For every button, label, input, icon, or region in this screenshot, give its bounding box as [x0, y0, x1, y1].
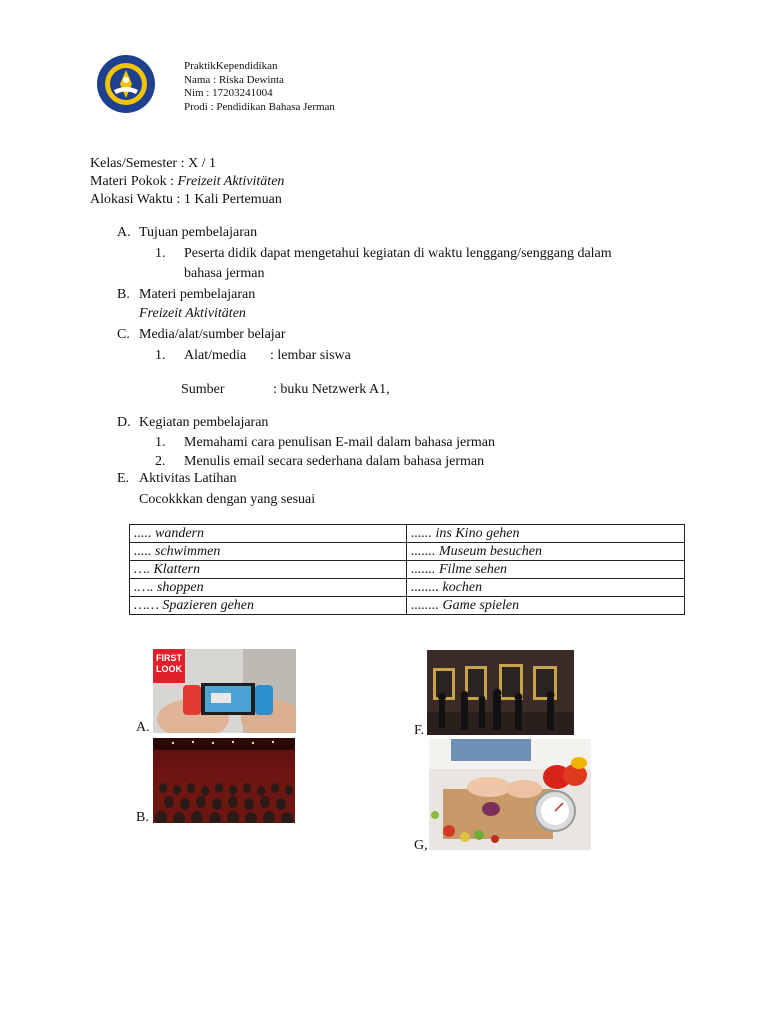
- section-c2-value: : buku Netzwerk A1,: [273, 382, 390, 397]
- section-c1-number: 1.: [155, 348, 166, 363]
- section-d-title: Kegiatan pembelajaran: [139, 415, 269, 430]
- table-row: [130, 579, 685, 597]
- table-row: [130, 543, 685, 561]
- meta-materi: [90, 173, 284, 191]
- table-cell-left: .…. shoppen: [130, 579, 407, 597]
- cooking-illustration: [429, 739, 591, 850]
- university-seal-logo: [96, 54, 156, 114]
- section-e-letter: E.: [117, 471, 130, 486]
- table-row: [130, 597, 685, 615]
- header-program: PraktikKependidikan: [184, 60, 278, 72]
- section-d2-text: Menulis email secara sederhana dalam bahasa jerman: [184, 454, 485, 469]
- cinema-illustration: [153, 738, 295, 823]
- section-b-value: Freizeit Aktivitäten: [139, 306, 246, 321]
- section-c2-label: Sumber: [181, 382, 225, 397]
- section-c-letter: C.: [117, 327, 130, 342]
- table-cell-right: ...... ins Kino gehen: [407, 525, 685, 543]
- section-e-instruction: Cocokkkan dengan yang sesuai: [139, 492, 316, 507]
- matching-table: [129, 524, 685, 615]
- table-cell-left: …… Spazieren gehen: [130, 597, 407, 615]
- lesson-meta: [90, 155, 284, 209]
- picture-b-cinema: [153, 738, 295, 823]
- picture-b-label: B.: [136, 810, 149, 825]
- section-b-letter: B.: [117, 287, 130, 302]
- section-d-letter: D.: [117, 415, 131, 430]
- student-header: [184, 60, 335, 114]
- meta-kelas: Kelas/Semester : X / 1: [90, 156, 216, 171]
- museum-illustration: [427, 650, 574, 735]
- section-a-letter: A.: [117, 225, 131, 240]
- table-cell-right: ....... Museum besuchen: [407, 543, 685, 561]
- section-a1-line1: Peserta didik dapat mengetahui kegiatan di waktu lenggang/senggang dalam: [184, 246, 612, 261]
- badge-line1: FIRST: [156, 653, 182, 663]
- header-name: Nama : Riska Dewinta: [184, 73, 284, 86]
- section-a1-number: 1.: [155, 246, 166, 261]
- table-cell-left: ..... schwimmen: [130, 543, 407, 561]
- section-c1-label: Alat/media: [184, 348, 247, 363]
- meta-materi-value: Freizeit Aktivitäten: [177, 174, 285, 189]
- header-prodi: Prodi : Pendidikan Bahasa Jerman: [184, 100, 335, 113]
- section-c-title: Media/alat/sumber belajar: [139, 327, 286, 342]
- picture-a-game-console: [153, 649, 296, 733]
- table-cell-right: ........ Game spielen: [407, 597, 685, 615]
- section-d2-number: 2.: [155, 454, 166, 469]
- section-e-title: Aktivitas Latihan: [139, 471, 237, 486]
- picture-f-museum: [427, 650, 574, 735]
- meta-materi-label: Materi Pokok :: [90, 174, 178, 189]
- section-d1-number: 1.: [155, 435, 166, 450]
- section-b-title: Materi pembelajaran: [139, 287, 256, 302]
- picture-g-cooking: [429, 739, 591, 850]
- section-d1-text: Memahami cara penulisan E-mail dalam bahasa jerman: [184, 435, 495, 450]
- header-nim: Nim : 17203241004: [184, 87, 273, 99]
- table-cell-left: ..... wandern: [130, 525, 407, 543]
- table-cell-right: ........ kochen: [407, 579, 685, 597]
- section-a1-line2: bahasa jerman: [184, 266, 265, 281]
- picture-g-label: G,: [414, 838, 428, 853]
- table-row: [130, 525, 685, 543]
- meta-alokasi: Alokasi Waktu : 1 Kali Pertemuan: [90, 192, 282, 207]
- section-a-title: Tujuan pembelajaran: [139, 225, 258, 240]
- picture-f-label: F.: [414, 723, 425, 738]
- table-cell-right: ....... Filme sehen: [407, 561, 685, 579]
- table-row: [130, 561, 685, 579]
- badge-line2: LOOK: [156, 664, 182, 674]
- first-look-badge: [153, 649, 185, 683]
- table-cell-left: …. Klattern: [130, 561, 407, 579]
- picture-a-label: A.: [136, 720, 150, 735]
- section-c1-value: : lembar siswa: [270, 348, 351, 363]
